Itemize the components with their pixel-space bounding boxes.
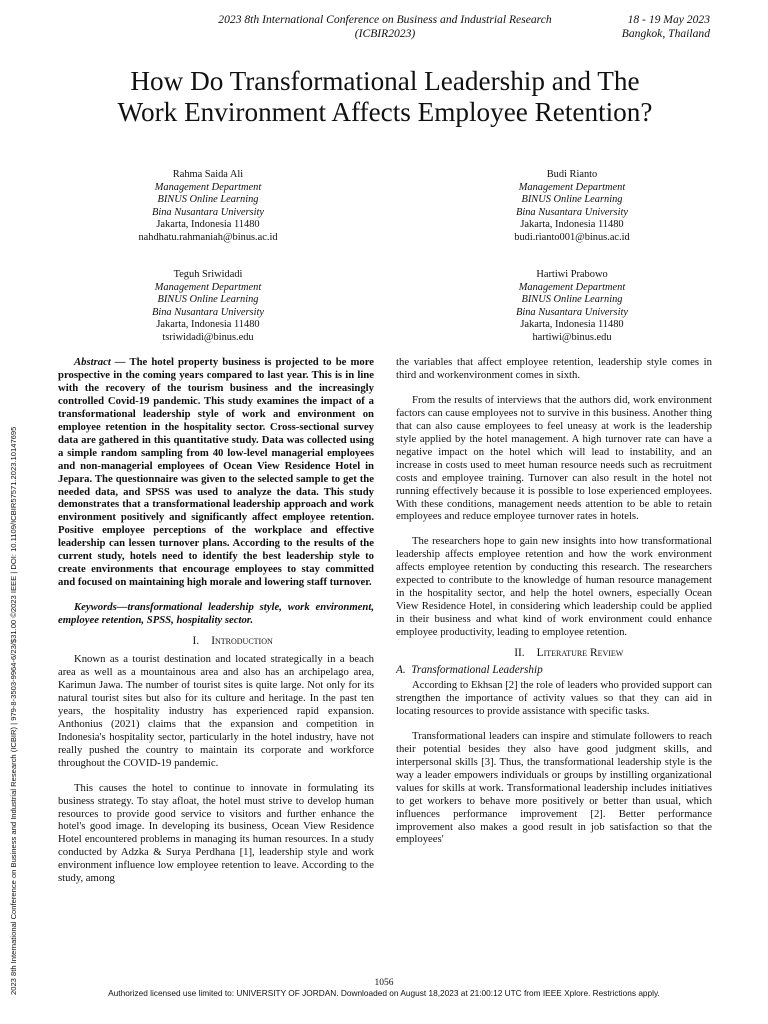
subsection-number: A. [396, 664, 406, 677]
abstract [58, 356, 374, 589]
author-unit: BINUS Online Learning [157, 294, 259, 306]
conference-name: 2023 8th International Conference on Business and Industrial Research [218, 13, 552, 26]
body-paragraph: The researchers hope to gain new insights into how transformational leadership affects employee retention and how the work environment affects employee retention by conducting this research. The researchers expected to contribute to the knowledge of human resource management in the hospitality sector, and help the hotel owners, especially Ocean View Residence Hotel, in considering which leadership could be applied in their business and what kind of work environment could enhance employee productivity, leading to employee retention. [396, 535, 712, 639]
body-paragraph: From the results of interviews that the authors did, work environment factors can cause employees not to survive in this business. Another thing that can also cause employees to feel uneasy at work is the leadership style applied by the hotel management. A high turnover rate can have a negative impact on the hotel which will lead to instability, and an increase in costs used to meet human resource needs such as recruitment costs and employee training. Turnover can also result in the hotel not running effectively because it is possible to lose experienced employees. With these conditions, management needs attention to be able to retain employees and reduce employee turnover rates in hotels. [396, 393, 712, 523]
author-email: nahdhatu.rahmaniah@binus.ac.id [138, 231, 278, 243]
conference-location: Bangkok, Thailand [621, 27, 710, 40]
body-paragraph: Known as a tourist destination and located strategically in a beach area as well as a mountainous area and also has an archipelago area, Karimun Jawa. The number of tourist sites is quite large. Not only for its natural tourist sites but also for its culture and heritage. In the past ten years, the hospitality industry has experienced rapid expansion. Anthonius (2021) claims that the expansion and competition in Indonesia's hospitality sector, particularly in the hotel industry, have not really pushed the country to maintain its corporate and workforce throughout the COVID-19 pandemic. [58, 653, 374, 769]
abstract-label: Abstract — [74, 356, 126, 368]
author-department: Management Department [518, 281, 626, 293]
author-name: Hartiwi Prabowo [536, 269, 608, 280]
author-email: hartiwi@binus.edu [532, 331, 612, 343]
author-department: Management Department [154, 281, 262, 293]
abstract-text: The hotel property business is projected to be more prospective in the coming years compared to last year. This is in line with the recovery of the tourism business and the increasingly controlled Covid-19 pandemic. This study examines the impact of a transformational leadership style of work and environment on employee retention in the hospitality sector. Cross-sectional survey data are gathered in this quantitative study. Data was collected using a simple random sampling from 40 low-level managerial employees and non-managerial employees of Ocean View Residence Hotel in Jepara. The questionnaire was given to the selected sample to get the needed data, and SPSS was used to analyze the data. This study demonstrates that a transformational leadership approach and work environment positively and significantly affect employee retention. Positive employee perceptions of the workplace and effective leadership can lessen turnover plans. According to the results of the current study, hotels need to identify the best leadership style to create environments that encourage employees to stay committed and focused on maintaining high morale and lowering staff turnover. [58, 356, 374, 589]
author-email: tsriwidadi@binus.edu [162, 331, 254, 343]
author-city: Jakarta, Indonesia 11480 [520, 219, 624, 231]
author-city: Jakarta, Indonesia 11480 [520, 319, 624, 331]
author-department: Management Department [154, 181, 262, 193]
author-block [452, 269, 692, 345]
author-university: Bina Nusantara University [516, 306, 628, 318]
page-number: 1056 [374, 978, 394, 988]
author-block [452, 169, 692, 245]
author-university: Bina Nusantara University [152, 306, 264, 318]
left-column [58, 356, 374, 885]
author-city: Jakarta, Indonesia 11480 [156, 319, 260, 331]
author-department: Management Department [518, 181, 626, 193]
section-number: I. [192, 635, 200, 648]
author-email: budi.rianto001@binus.ac.id [514, 231, 630, 243]
author-university: Bina Nusantara University [152, 206, 264, 218]
author-block [88, 269, 328, 345]
author-unit: BINUS Online Learning [521, 294, 623, 306]
author-city: Jakarta, Indonesia 11480 [156, 219, 260, 231]
title-line-1: How Do Transformational Leadership and The [130, 66, 640, 96]
section-title: Introduction [211, 635, 273, 648]
conference-acronym: (ICBIR2023) [354, 27, 416, 40]
conference-date-location [580, 13, 710, 41]
section-heading-literature-review [396, 647, 712, 660]
author-unit: BINUS Online Learning [521, 194, 623, 206]
author-name: Teguh Sriwidadi [173, 269, 243, 280]
body-paragraph: This causes the hotel to continue to innovate in formulating its business strategy. To stay afloat, the hotel must strive to develop human resources to provide good service to visitors and further enhance the hotel's good image. In developing its business, Ocean View Residence Hotel encountered problems in managing its human resources. In a study conducted by Adzka & Surya Perdhana [1], leadership style and work environment influence low employee retention to leave. According to the study, among [58, 781, 374, 885]
paper-title [40, 66, 730, 128]
body-paragraph: the variables that affect employee retention, leadership style comes in third and workenvironment comes in sixth. [396, 356, 712, 381]
author-university: Bina Nusantara University [516, 206, 628, 218]
keywords-label: Keywords— [74, 601, 128, 614]
author-name: Budi Rianto [546, 169, 598, 180]
author-name: Rahma Saida Ali [172, 169, 244, 180]
subsection-title: Transformational Leadership [411, 664, 543, 677]
license-footer: Authorized licensed use limited to: UNIVERSITY OF JORDAN. Downloaded on August 18,2023 at 21:00:12 UTC from IEEE Xplore. Restrictions apply. [108, 988, 660, 998]
conference-date: 18 - 19 May 2023 [627, 13, 710, 26]
ieee-side-strip: 2023 8th International Conference on Business and Industrial Research (ICBIR) | 979-8-3503-9964-6/23/$31.00 ©2023 IEEE | DOI: 10.1109/ICBIR57571.2023.10147695 [9, 426, 18, 995]
section-heading-introduction [58, 635, 374, 648]
section-title: Literature Review [536, 647, 624, 660]
keywords [58, 601, 374, 627]
section-number: II. [514, 647, 525, 660]
author-block [88, 169, 328, 245]
right-column [396, 356, 712, 846]
body-paragraph: According to Ekhsan [2] the role of leaders who provided support can strengthen the importance of activity values so that they can aid in locating resources to provide assistance with specific tasks. [396, 678, 712, 717]
body-paragraph: Transformational leaders can inspire and stimulate followers to reach their potential besides they also have good judgment skills, and interpersonal skills [3]. Thus, the transformational leadership style is the way a leader empowers individuals or groups by instilling organizational values for skills at work. Transformational leadership includes initiatives to get workers to behave more positively or better than usual, which influences performance improvement [2]. Better performance improvement also makes a good result in job satisfaction so that the employees' [396, 729, 712, 846]
title-line-2: Work Environment Affects Employee Retention? [117, 97, 653, 127]
conference-header [190, 13, 580, 41]
author-unit: BINUS Online Learning [157, 194, 259, 206]
keywords-text: transformational leadership style, work environment, employee retention, SPSS, hospitality sector. [58, 601, 374, 627]
subsection-heading [396, 664, 712, 677]
